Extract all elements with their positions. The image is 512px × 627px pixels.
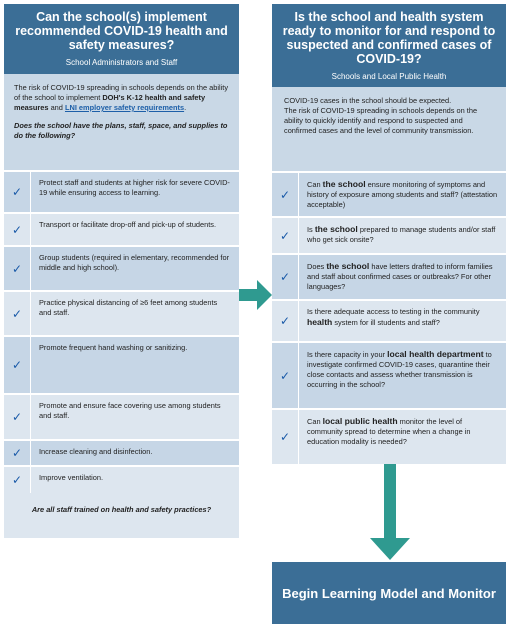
check-icon: ✓	[11, 261, 23, 276]
left-item-text: Increase cleaning and disinfection.	[30, 441, 239, 465]
left-item	[4, 290, 239, 335]
right-item	[272, 216, 506, 253]
right-intro-line-1: COVID-19 cases in the school should be expected.	[284, 96, 452, 105]
right-item-text	[298, 255, 506, 299]
check-icon: ✓	[279, 430, 291, 444]
check-icon: ✓	[279, 368, 291, 383]
right-intro	[272, 87, 506, 171]
right-item	[272, 171, 506, 216]
check-icon: ✓	[279, 314, 291, 328]
left-item-text: Improve ventilation.	[30, 467, 239, 493]
left-item-text: Promote and ensure face covering use among students and staff.	[30, 395, 239, 439]
arrow-right-icon	[239, 280, 272, 310]
right-column	[272, 4, 506, 464]
left-item	[4, 170, 239, 212]
right-item-pre: Is	[307, 225, 315, 234]
right-subtitle: Schools and Local Public Health	[331, 72, 447, 81]
left-item-text: Practice physical distancing of ≥6 feet among students and staff.	[30, 292, 239, 335]
right-intro-line-2: The risk of COVID-19 spreading in schools depends on the ability to quickly identify and respond to suspected and confirmed cases and the level of community transmission.	[284, 106, 478, 135]
check-icon: ✓	[279, 228, 291, 243]
left-item-text: Group students (required in elementary, recommended for middle and high school).	[30, 247, 239, 290]
right-item	[272, 408, 506, 464]
left-item	[4, 439, 239, 465]
left-item-text: Transport or facilitate drop-off and pick-up of students.	[30, 214, 239, 245]
right-item	[272, 299, 506, 341]
check-icon: ✓	[11, 473, 23, 487]
check-icon: ✓	[11, 306, 23, 321]
left-header	[4, 4, 239, 74]
check-icon: ✓	[11, 222, 23, 237]
right-item-text	[298, 301, 506, 341]
right-title: Is the school and health system ready to monitor for and respond to suspected and confirmed cases of COVID-19?	[282, 10, 496, 66]
right-item-text	[298, 218, 506, 253]
check-icon: ✓	[279, 187, 291, 202]
left-item	[4, 335, 239, 393]
check-icon: ✓	[11, 410, 23, 424]
left-intro-bold: DOH's K-12 health and safety measures	[14, 93, 206, 112]
left-checklist	[4, 170, 239, 493]
right-item	[272, 341, 506, 408]
right-item-text	[298, 410, 506, 464]
right-item-pre: Can	[307, 417, 323, 426]
left-item-text: Protect staff and students at higher risk for severe COVID-19 while ensuring access to learning.	[30, 172, 239, 212]
lni-requirements-link[interactable]: LNI employer safety requirements	[64, 103, 185, 112]
left-intro-plain: The risk of COVID-19 spreading in schools depends on the ability of the school to implement	[14, 83, 229, 102]
left-subtitle: School Administrators and Staff	[65, 58, 178, 67]
left-item-text: Promote frequent hand washing or sanitizing.	[30, 337, 239, 393]
right-item-text	[298, 173, 506, 216]
right-item-bold: local public health	[322, 416, 398, 426]
right-item-bold: the school	[326, 261, 370, 271]
left-footer: Are all staff trained on health and safety practices?	[4, 493, 239, 531]
right-item-pre: Is there adequate access to testing in the community	[307, 307, 480, 316]
right-item-post: ensure monitoring of symptoms and history of exposure among students and staff? (attestation acceptable)	[307, 180, 498, 209]
arrow-down-icon	[370, 464, 410, 560]
right-item-bold: local health department	[387, 349, 484, 359]
left-item	[4, 393, 239, 439]
left-item	[4, 465, 239, 493]
left-intro-end: .	[184, 103, 187, 112]
right-item-post: to investigate confirmed COVID-19 cases, quarantine their close contacts and assess whether transmission is occurring in the school?	[307, 350, 492, 389]
right-item	[272, 253, 506, 299]
right-item-bold: the school	[314, 224, 358, 234]
check-icon: ✓	[11, 446, 23, 460]
left-column	[4, 4, 239, 538]
right-header	[272, 4, 506, 87]
right-item-pre: Does	[307, 262, 327, 271]
left-item	[4, 212, 239, 245]
check-icon: ✓	[279, 270, 291, 284]
right-item-text	[298, 343, 506, 408]
right-item-pre: Is there capacity in your	[307, 350, 388, 359]
right-item-post: system for ill students and staff?	[332, 318, 440, 327]
right-item-bold: the school	[322, 179, 366, 189]
begin-learning-box	[272, 562, 506, 624]
right-item-post: prepared to manage students and/or staff who get sick onsite?	[307, 225, 496, 244]
final-label: Begin Learning Model and Monitor	[282, 585, 496, 601]
check-icon: ✓	[11, 358, 23, 372]
left-intro	[4, 74, 239, 170]
right-item-post: have letters drafted to inform families and staff about confirmed cases or outbreaks? For other languages?	[307, 262, 493, 291]
check-icon: ✓	[11, 185, 23, 199]
left-item	[4, 245, 239, 290]
left-intro-and: and	[48, 103, 65, 112]
right-item-bold: health	[307, 317, 333, 327]
left-title: Can the school(s) implement recommended COVID-19 health and safety measures?	[15, 10, 228, 52]
left-intro-text	[14, 83, 229, 113]
right-item-post: monitor the level of community spread to determine when a change in education modality is needed?	[307, 417, 471, 446]
right-item-pre: Can	[307, 180, 323, 189]
left-question: Does the school have the plans, staff, space, and supplies to do the following?	[14, 121, 228, 140]
right-checklist	[272, 171, 506, 464]
